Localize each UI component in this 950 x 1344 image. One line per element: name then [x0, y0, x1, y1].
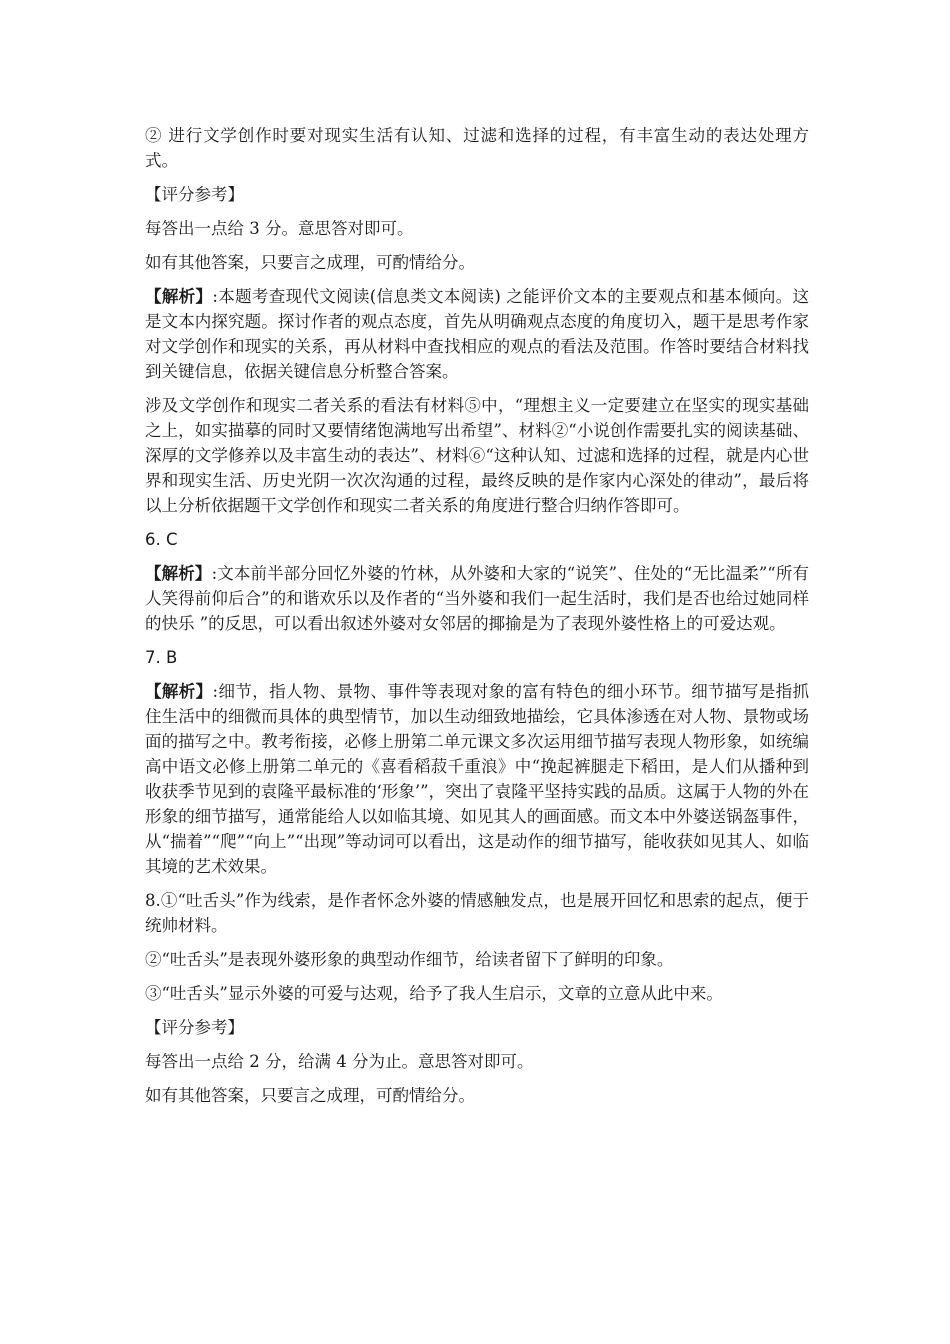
- analysis-label: 【解析】: [145, 564, 212, 583]
- analysis-label: 【解析】: [145, 682, 213, 701]
- analysis-label: 【解析】: [145, 287, 213, 306]
- analysis-text: :文本前半部分回忆外婆的竹林，从外婆和大家的“说笑”、住处的“无比温柔”“所有人笑得前仰后合”的和谐欢乐以及作者的“当外婆和我们一起生活时，我们是否也给过她同样的快乐 ”的反思，可以看出叙述外婆对女邻居的揶揄是为了表现外婆性格上的可爱达观。: [145, 564, 809, 633]
- answer-point-2: ② 进行文学创作时要对现实生活有认知、过滤和选择的过程，有丰富生动的表达处理方式。: [145, 126, 809, 170]
- analysis-text: :细节，指人物、景物、事件等表现对象的富有特色的细小环节。细节描写是指抓住生活中的细微而具体的典型情节，加以生动细致地描绘，它具体渗透在对人物、景物或场面的描写之中。教考衔接，必修上册第二单元课文多次运用细节描写表现人物形象，如统编高中语文必修上册第二单元的《喜看稻菽千重浪》中“挽起裤腿走下稻田，是人们从播种到收获季节见到的袁隆平最标准的‘形象’”，突出了袁隆平坚持实践的品质。这属于人物的外在形象的细节描写，通常能给人以如临其境、如见其人的画面感。而文本中外婆送锅盔事件，从“揣着”“爬”“向上”“出现”等动词可以看出，这是动作的细节描写，能收获如见其人、如临其境的艺术效果。: [145, 682, 810, 876]
- document-page: [145, 123, 809, 1117]
- question-8-point-3: ③“吐舌头”显示外婆的可爱与达观，给予了我人生启示，文章的立意从此中来。: [145, 984, 723, 1003]
- analysis-paragraph: [145, 284, 809, 384]
- scoring-note: 如有其他答案，只要言之成理，可酌情给分。: [145, 253, 475, 272]
- scoring-heading: 【评分参考】: [145, 185, 244, 204]
- scoring-note-8: 如有其他答案，只要言之成理，可酌情给分。: [145, 1086, 475, 1105]
- analysis-paragraph-6: [145, 561, 809, 636]
- scoring-heading-8: 【评分参考】: [145, 1018, 244, 1037]
- question-7-answer: 7. B: [145, 648, 178, 667]
- analysis-text: :本题考查现代文阅读(信息类文本阅读) 之能评价文本的主要观点和基本倾向。这是文本内探究题。探讨作者的观点态度，首先从明确观点态度的角度切入，题干是思考作家对文学创作和现实的关系，再从材料中查找相应的观点的看法及范围。作答时要结合材料找到关键信息，依据关键信息分析整合答案。: [145, 287, 810, 381]
- analysis-paragraph-7: [145, 679, 809, 879]
- scoring-rule-8: 每答出一点给 2 分，给满 4 分为止。意思答对即可。: [145, 1052, 534, 1071]
- analysis-detail: 涉及文学创作和现实二者关系的看法有材料⑤中，“理想主义一定要建立在坚实的现实基础之上，如实描摹的同时又要情绪饱满地写出希望”、材料②“小说创作需要扎实的阅读基础、深厚的文学修养以及丰富生动的表达”、材料⑥“这种认知、过滤和选择的过程，就是内心世界和现实生活、历史光阴一次次沟通的过程，最终反映的是作家内心深处的律动”，最后将以上分析依据题干文学创作和现实二者关系的角度进行整合归纳作答即可。: [145, 396, 809, 515]
- question-6-answer: 6. C: [145, 530, 178, 549]
- scoring-rule: 每答出一点给 3 分。意思答对即可。: [145, 219, 414, 238]
- question-8-point-2: ②“吐舌头”是表现外婆形象的典型动作细节，给读者留下了鲜明的印象。: [145, 950, 674, 969]
- question-8-point-1: 8.①“吐舌头”作为线索，是作者怀念外婆的情感触发点，也是展开回忆和思索的起点，便于统帅材料。: [145, 891, 809, 935]
